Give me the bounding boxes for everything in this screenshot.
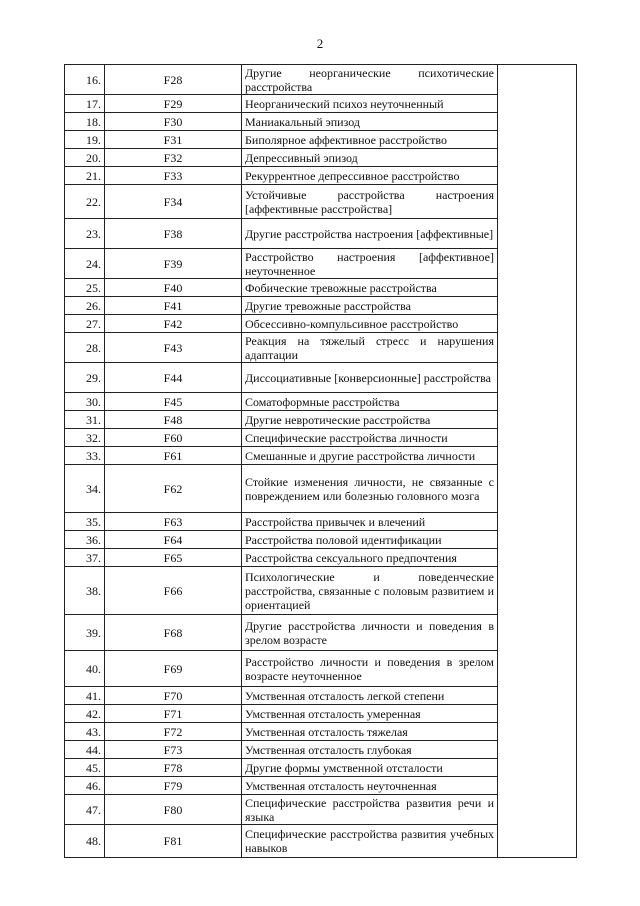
diagnosis-code: F66 [105, 567, 242, 615]
diagnosis-code: F71 [105, 705, 242, 723]
diagnosis-code: F30 [105, 113, 242, 131]
diagnosis-name: Другие формы умственной отсталости [242, 759, 498, 777]
table-row [65, 825, 498, 858]
row-number: 38. [65, 567, 105, 615]
table-row [65, 531, 498, 549]
row-number: 29. [65, 363, 105, 393]
table-row [65, 567, 498, 615]
row-number: 41. [65, 687, 105, 705]
diagnosis-code: F81 [105, 825, 242, 858]
table-row [65, 249, 498, 279]
row-number: 25. [65, 279, 105, 297]
table-row [65, 447, 498, 465]
table-row [65, 167, 498, 185]
diagnosis-name: Умственная отсталость глубокая [242, 741, 498, 759]
row-number: 23. [65, 219, 105, 249]
table-row [65, 95, 498, 113]
table-row [65, 113, 498, 131]
table-row [65, 723, 498, 741]
table-row [65, 705, 498, 723]
table-row [65, 315, 498, 333]
diagnosis-name: Другие неорганические психотические расстройства [242, 65, 498, 95]
diagnosis-code: F64 [105, 531, 242, 549]
row-number: 40. [65, 651, 105, 687]
diagnosis-name: Расстройство личности и поведения в зрелом возрасте неуточненное [242, 651, 498, 687]
table-row [65, 465, 498, 513]
diagnosis-name: Смешанные и другие расстройства личности [242, 447, 498, 465]
row-number: 42. [65, 705, 105, 723]
row-number: 33. [65, 447, 105, 465]
diagnosis-name: Маниакальный эпизод [242, 113, 498, 131]
row-number: 16. [65, 65, 105, 95]
diagnosis-name: Расстройства привычек и влечений [242, 513, 498, 531]
diagnosis-code: F69 [105, 651, 242, 687]
row-number: 18. [65, 113, 105, 131]
row-number: 28. [65, 333, 105, 363]
diagnosis-code: F73 [105, 741, 242, 759]
diagnosis-code: F61 [105, 447, 242, 465]
row-number: 48. [65, 825, 105, 858]
page-number: 2 [316, 36, 324, 51]
diagnosis-name: Умственная отсталость тяжелая [242, 723, 498, 741]
table-row [65, 741, 498, 759]
row-number: 17. [65, 95, 105, 113]
table-row [65, 513, 498, 531]
diagnosis-code: F68 [105, 615, 242, 651]
diagnosis-name: Неорганический психоз неуточненный [242, 95, 498, 113]
row-number: 20. [65, 149, 105, 167]
diagnosis-code: F72 [105, 723, 242, 741]
diagnosis-name: Специфические расстройства развития учебных навыков [242, 825, 498, 858]
diagnosis-name: Депрессивный эпизод [242, 149, 498, 167]
table-row [65, 549, 498, 567]
diagnosis-code: F39 [105, 249, 242, 279]
diagnosis-name: Расстройства сексуального предпочтения [242, 549, 498, 567]
diagnosis-name: Умственная отсталость легкой степени [242, 687, 498, 705]
table-row [65, 651, 498, 687]
table-row [65, 65, 498, 95]
row-number: 39. [65, 615, 105, 651]
diagnosis-name: Диссоциативные [конверсионные] расстройства [242, 363, 498, 393]
diagnosis-name: Фобические тревожные расстройства [242, 279, 498, 297]
row-number: 35. [65, 513, 105, 531]
diagnosis-code: F42 [105, 315, 242, 333]
table-row [65, 429, 498, 447]
diagnosis-name: Другие тревожные расстройства [242, 297, 498, 315]
diagnosis-name: Другие расстройства настроения [аффективные] [242, 219, 498, 249]
table-row [65, 615, 498, 651]
table-row [65, 279, 498, 297]
row-number: 22. [65, 185, 105, 219]
diagnosis-codes-table [64, 64, 498, 858]
table-row [65, 393, 498, 411]
diagnosis-name: Стойкие изменения личности, не связанные с повреждением или болезнью головного мозга [242, 465, 498, 513]
diagnosis-code: F45 [105, 393, 242, 411]
diagnosis-name: Другие расстройства личности и поведения в зрелом возрасте [242, 615, 498, 651]
row-number: 24. [65, 249, 105, 279]
diagnosis-code: F34 [105, 185, 242, 219]
diagnosis-code: F70 [105, 687, 242, 705]
diagnosis-code: F41 [105, 297, 242, 315]
row-number: 26. [65, 297, 105, 315]
row-number: 37. [65, 549, 105, 567]
diagnosis-name: Расстройства половой идентификации [242, 531, 498, 549]
table-row [65, 363, 498, 393]
row-number: 43. [65, 723, 105, 741]
row-number: 31. [65, 411, 105, 429]
diagnosis-name: Специфические расстройства развития речи и языка [242, 795, 498, 825]
diagnosis-code: F65 [105, 549, 242, 567]
diagnosis-name: Умственная отсталость неуточненная [242, 777, 498, 795]
table-body [65, 65, 498, 858]
row-number: 21. [65, 167, 105, 185]
table-row [65, 131, 498, 149]
table-row [65, 219, 498, 249]
row-number: 32. [65, 429, 105, 447]
diagnosis-name: Психологические и поведенческие расстройства, связанные с половым развитием и ориентацией [242, 567, 498, 615]
diagnosis-name: Соматоформные расстройства [242, 393, 498, 411]
diagnosis-code: F40 [105, 279, 242, 297]
diagnosis-code: F31 [105, 131, 242, 149]
diagnosis-code: F79 [105, 777, 242, 795]
empty-notes-column [497, 64, 577, 858]
row-number: 36. [65, 531, 105, 549]
diagnosis-code: F60 [105, 429, 242, 447]
row-number: 34. [65, 465, 105, 513]
row-number: 27. [65, 315, 105, 333]
row-number: 30. [65, 393, 105, 411]
table-row [65, 759, 498, 777]
diagnosis-code: F44 [105, 363, 242, 393]
row-number: 46. [65, 777, 105, 795]
table-row [65, 777, 498, 795]
diagnosis-name: Расстройство настроения [аффективное] неуточненное [242, 249, 498, 279]
row-number: 45. [65, 759, 105, 777]
diagnosis-name: Рекуррентное депрессивное расстройство [242, 167, 498, 185]
table-row [65, 333, 498, 363]
diagnosis-name: Специфические расстройства личности [242, 429, 498, 447]
table-row [65, 411, 498, 429]
diagnosis-code: F48 [105, 411, 242, 429]
row-number: 44. [65, 741, 105, 759]
diagnosis-name: Реакция на тяжелый стресс и нарушения адаптации [242, 333, 498, 363]
table-row [65, 185, 498, 219]
diagnosis-name: Умственная отсталость умеренная [242, 705, 498, 723]
diagnosis-code: F63 [105, 513, 242, 531]
diagnosis-code: F62 [105, 465, 242, 513]
table-row [65, 795, 498, 825]
diagnosis-name: Обсессивно-компульсивное расстройство [242, 315, 498, 333]
diagnosis-code: F43 [105, 333, 242, 363]
diagnosis-code: F29 [105, 95, 242, 113]
diagnosis-code: F32 [105, 149, 242, 167]
diagnosis-code: F28 [105, 65, 242, 95]
row-number: 19. [65, 131, 105, 149]
diagnosis-name: Устойчивые расстройства настроения [аффективные расстройства] [242, 185, 498, 219]
table-row [65, 687, 498, 705]
table-row [65, 149, 498, 167]
row-number: 47. [65, 795, 105, 825]
table-row [65, 297, 498, 315]
diagnosis-code: F33 [105, 167, 242, 185]
diagnosis-name: Другие невротические расстройства [242, 411, 498, 429]
diagnosis-code: F38 [105, 219, 242, 249]
diagnosis-name: Биполярное аффективное расстройство [242, 131, 498, 149]
diagnosis-code: F80 [105, 795, 242, 825]
diagnosis-code: F78 [105, 759, 242, 777]
